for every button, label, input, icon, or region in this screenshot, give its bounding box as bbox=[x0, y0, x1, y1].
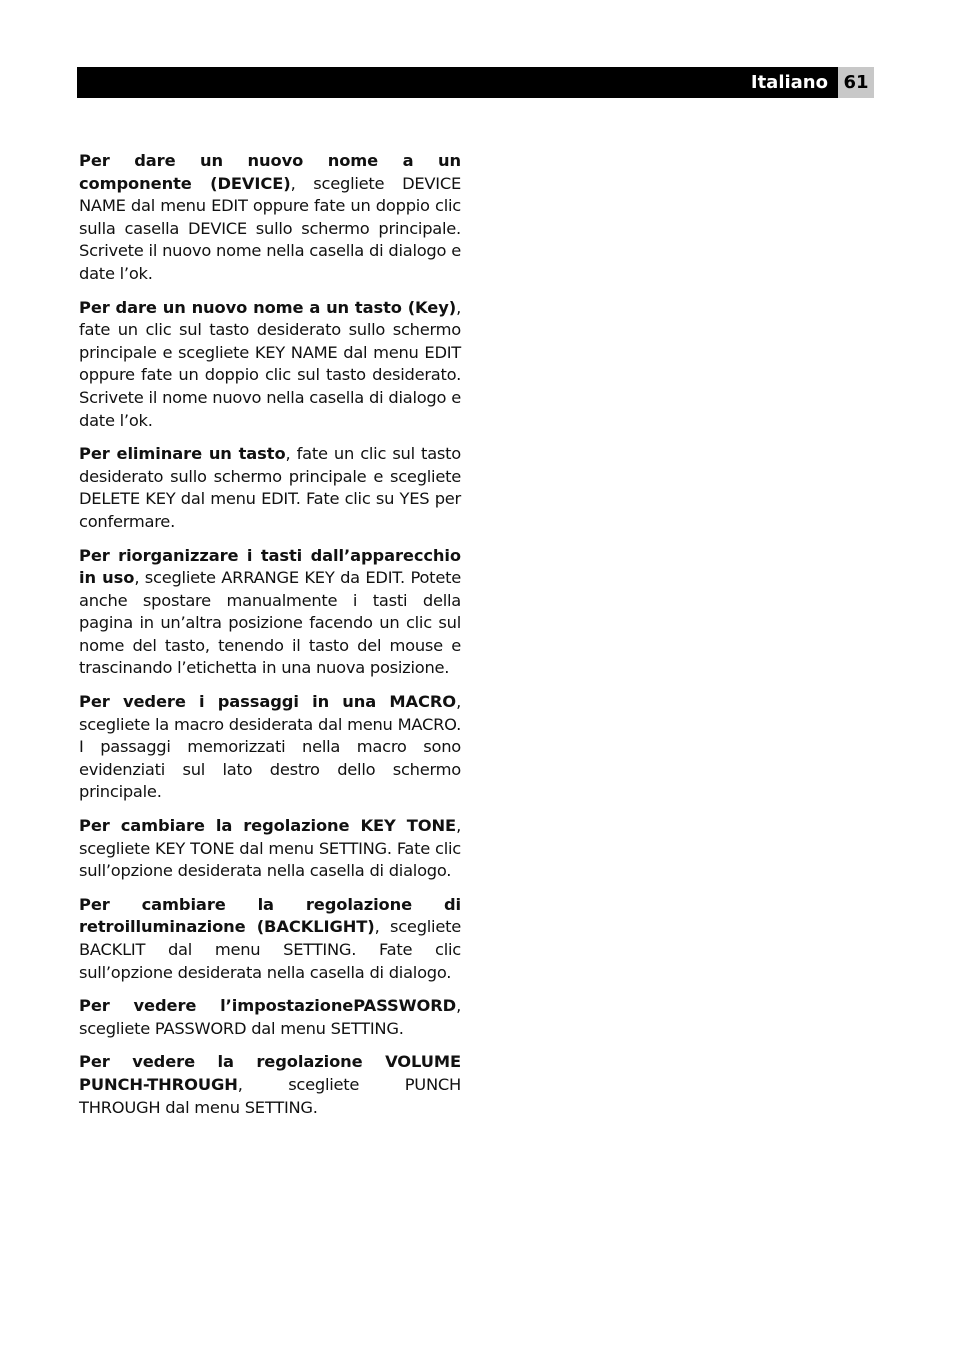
paragraph-text: , fate un clic sul tasto desiderato sullo schermo principale e scegliete KEY NAME dal menu EDIT oppure fate un doppio clic sul tasto desiderato. Scrivete il nome nuovo nella casella di dialogo e date l’ok. bbox=[79, 297, 461, 430]
paragraph-text: , scegliete ARRANGE KEY da EDIT. Potete anche spostare manualmente i tasti della pagina in un’altra posizione facendo un clic sul nome del tasto, tenendo il tasto del mouse e trascinando l’etichetta in una nuova posizione. bbox=[79, 568, 461, 678]
header-language: Italiano bbox=[750, 72, 828, 93]
page-number: 61 bbox=[838, 67, 874, 98]
paragraph-text: , fate un clic sul tasto desiderato sullo schermo principale e scegliete DELETE KEY dal menu EDIT. Fate clic su YES per confermare. bbox=[79, 444, 462, 531]
paragraph-lead: Per riorganizzare i tasti dall’apparecchio in uso bbox=[79, 545, 461, 588]
paragraph-lead: Per vedere la regolazione VOLUME PUNCH-THROUGH bbox=[79, 1052, 461, 1094]
paragraph-text: , scegliete DEVICE NAME dal menu EDIT oppure fate un doppio clic sulla casella DEVICE sullo schermo principale. Scrivete il nuovo nome nella casella di dialogo e date l’ok. bbox=[79, 173, 461, 283]
paragraph-lead: Per vedere i passaggi in una MACRO bbox=[79, 692, 457, 712]
paragraph-text: , scegliete BACKLIT dal menu SETTING. Fate clic sull’opzione desiderata nella casella di dialogo. bbox=[79, 917, 461, 982]
paragraph-lead: Per cambiare la regolazione KEY TONE bbox=[79, 816, 457, 836]
paragraph-text: , scegliete la macro desiderata dal menu MACRO. I passaggi memorizzati nella macro sono evidenziati sul lato destro dello schermo principale. bbox=[79, 692, 461, 802]
text-column bbox=[79, 150, 461, 1130]
paragraph-arrange-key bbox=[79, 545, 461, 681]
paragraph-lead: Per vedere l’impostazionePASSWORD bbox=[79, 996, 457, 1016]
paragraph-punch-through bbox=[79, 1051, 461, 1119]
paragraph-text: , scegliete PASSWORD dal menu SETTING. bbox=[79, 996, 461, 1038]
paragraph-lead: Per cambiare la regolazione di retroilluminazione (BACKLIGHT) bbox=[79, 894, 461, 937]
paragraph-lead: Per eliminare un tasto bbox=[79, 444, 286, 464]
paragraph-key-name bbox=[79, 297, 461, 433]
paragraph-backlight bbox=[79, 894, 461, 984]
paragraph-password bbox=[79, 995, 461, 1040]
paragraph-lead: Per dare un nuovo nome a un tasto (Key) bbox=[79, 297, 457, 317]
paragraph-device-name bbox=[79, 150, 461, 286]
paragraph-text: , scegliete KEY TONE dal menu SETTING. Fate clic sull’opzione desiderata nella casella di dialogo. bbox=[79, 816, 461, 881]
paragraph-text: , scegliete PUNCH THROUGH dal menu SETTING. bbox=[79, 1074, 461, 1117]
paragraph-delete-key bbox=[79, 443, 461, 533]
paragraph-macro bbox=[79, 691, 461, 804]
paragraph-lead: Per dare un nuovo nome a un componente (DEVICE) bbox=[79, 151, 461, 193]
header-bar bbox=[77, 67, 874, 98]
paragraph-key-tone bbox=[79, 815, 461, 883]
